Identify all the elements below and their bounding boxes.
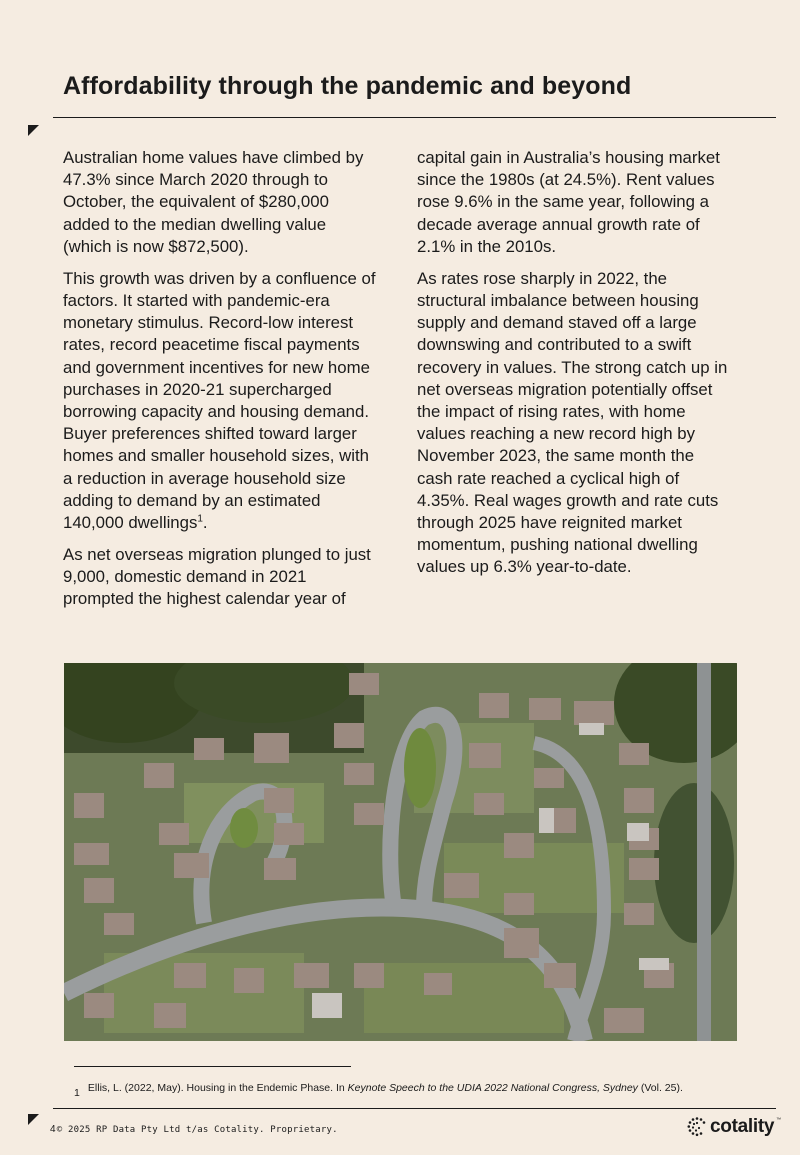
footnote-divider: [74, 1066, 351, 1067]
logo-trademark: ™: [776, 1117, 782, 1123]
title-divider: [53, 117, 776, 118]
paragraph: As rates rose sharply in 2022, the structural imbalance between housing supply and demand staved off a large downswing and contributed to a swift recovery in values. The strong catch up in net overseas migration potentially offset the impact of rising rates, with home values reaching a new record high by November 2023, the same month the cash rate reached a cyclical high of 4.35%. Real wages growth and rate cuts through 2025 have reignited market momentum, pushing national dwelling values up 6.3% year-to-date.: [417, 268, 728, 577]
paragraph: capital gain in Australia’s housing market since the 1980s (at 24.5%). Rent values rose 9.6% in the same year, following a decade average annual growth rate of 2.1% in the 2010s.: [417, 148, 720, 256]
paragraph-text: This growth was driven by a confluence of factors. It started with pandemic-era monetary stimulus. Record-low interest rates, record peacetime fiscal payments and government incentives for new home purchases in 2020-21 supercharged borrowing capacity and housing demand. Buyer preferences shifted toward larger homes and smaller household sizes, with a reduction in average household size adding to demand by an estimated 140,000 dwellings: [63, 268, 376, 533]
footnote-text-end: (Vol. 25).: [637, 1082, 683, 1094]
corner-marker-icon: [28, 125, 39, 136]
paragraph: Australian home values have climbed by 47.3% since March 2020 through to October, the equivalent of $280,000 added to the median dwelling value (which is now $872,500).: [63, 148, 364, 256]
footer-divider: [53, 1108, 776, 1109]
footnote-text: Ellis, L. (2022, May). Housing in the Endemic Phase. In: [87, 1082, 348, 1094]
logo-mark-icon: [686, 1116, 708, 1138]
logo-wordmark: cotality: [710, 1116, 775, 1137]
paragraph: As net overseas migration plunged to just 9,000, domestic demand in 2021 prompted the highest calendar year of: [63, 545, 371, 609]
footnote: [74, 1081, 734, 1099]
footnote-number: 1: [74, 1087, 80, 1099]
copyright-text: © 2025 RP Data Pty Ltd t/as Cotality. Proprietary.: [56, 1125, 338, 1135]
page-title: Affordability through the pandemic and beyond: [63, 72, 632, 100]
cotality-logo: [686, 1116, 781, 1138]
page-number: 4: [50, 1124, 56, 1135]
paragraph-end: .: [202, 513, 208, 533]
footer: [50, 1124, 338, 1135]
aerial-photo-illustration: [64, 663, 737, 1041]
footnote-source-title: Keynote Speech to the UDIA 2022 National Congress, Sydney: [347, 1082, 638, 1094]
corner-marker-icon: [28, 1114, 39, 1125]
aerial-suburb-photo: [64, 663, 737, 1041]
body-column-right: [417, 147, 732, 588]
paragraph: [63, 268, 378, 534]
body-column-left: [63, 147, 378, 620]
footnote-ref[interactable]: 1: [197, 513, 203, 525]
